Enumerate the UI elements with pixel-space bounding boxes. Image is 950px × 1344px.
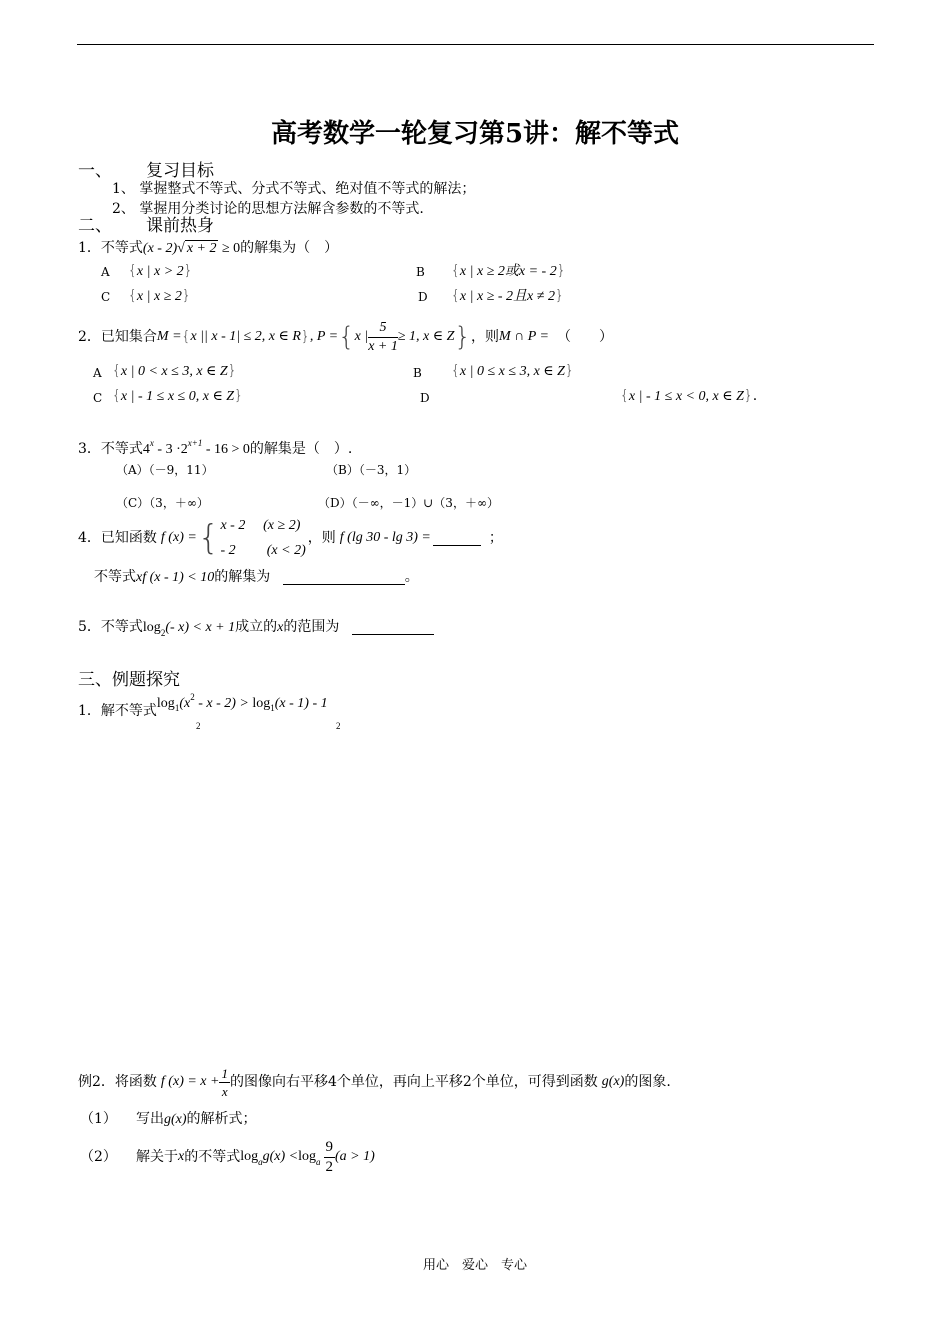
q2-suffix: ，则: [470, 329, 499, 345]
q4-cond-2: (x < 2): [266, 543, 306, 558]
ex2-mid: 的图像向右平移4个单位，再向上平移2个单位，可得到函数: [229, 1074, 598, 1090]
ex2-p1-end: 的解析式；: [186, 1111, 257, 1127]
q1-suffix: 的解集为（ ）: [240, 240, 339, 256]
ex2-part-1-number: （1）: [80, 1111, 117, 1127]
ex2-end: 的图象.: [624, 1074, 671, 1090]
q3-option-b: （B）（－3，1）: [326, 463, 417, 477]
ex1-base2-num: 1: [270, 703, 275, 713]
ex1-base1-den: 2: [196, 721, 201, 731]
q3-mid: - 3 ·2: [153, 442, 188, 457]
ex2-p2-fraction-den: 2: [325, 1158, 333, 1175]
ex2-fraction-den: x: [221, 1083, 228, 1099]
q1-option-b-set: x | x ≥ 2或x = - 2: [459, 264, 557, 279]
q2-paren: （ ）: [556, 329, 613, 345]
ex1-base1-num: 1: [174, 703, 180, 713]
ex1-arg2: (x - 1) - 1: [274, 696, 328, 711]
goal-1: 1、 掌握整式不等式、分式不等式、绝对值不等式的解法；: [112, 181, 476, 197]
q3-option-d: （D）（－∞，－1）∪（3，＋∞）: [318, 496, 499, 510]
question-2-stem: 2．已知集合 M = { x || x - 1| ≤ 2, x ∈ R } , P = { x | $\frac{5}{x + 1}$ ≥ 1, x ∈ Z } ，则 M ∩ P = （ ）: [78, 319, 613, 354]
ex2-p2-log-2: log: [298, 1149, 316, 1164]
q2-p-right: ≥ 1, x ∈ Z: [397, 329, 455, 344]
q4-prefix: 4．已知函数: [78, 530, 157, 546]
q1-option-c-set: x | x ≥ 2: [136, 289, 182, 304]
ex2-prefix: 例2．将函数: [78, 1074, 157, 1090]
ex2-p2-base-1: a: [258, 1156, 263, 1167]
q1-option-a-label: A: [101, 265, 110, 279]
q2-option-d-tail: .: [752, 388, 758, 404]
ex2-p2-g: g(x) <: [262, 1149, 299, 1164]
ex2-p2-base-2: a: [316, 1156, 321, 1167]
q3-exp-x: x: [149, 438, 154, 448]
ex2-p2-tail: (a > 1): [335, 1149, 375, 1164]
q5-suffix: 成立的: [235, 619, 278, 635]
q1-tail: ≥ 0: [218, 241, 241, 256]
section-2-number: 二、: [78, 216, 112, 236]
question-4-line-2: [94, 570, 419, 585]
q4-cases: [220, 513, 305, 563]
q4-case-2: - 2: [220, 543, 236, 558]
example-1: [78, 692, 328, 719]
page-footer: 用心 爱心 专心: [422, 1258, 527, 1273]
q2-option-b-label: B: [413, 366, 422, 380]
ex2-p1-text: 写出: [136, 1111, 164, 1127]
ex2-p2-x: x: [178, 1149, 185, 1164]
q5-base: 2: [160, 628, 166, 638]
q4-case-1: x - 2: [220, 518, 246, 533]
q5-x: x: [277, 620, 284, 635]
ex2-part-1: [136, 1112, 257, 1127]
q1-prefix: 1．不等式: [78, 240, 143, 256]
ex1-log-2: log: [252, 696, 271, 711]
ex1-arg1b: - x - 2) >: [194, 696, 253, 711]
q4-end: ；: [488, 530, 503, 546]
q2-m-cap-p: M ∩ P =: [498, 329, 549, 344]
section-1-heading: 复习目标: [146, 161, 214, 181]
q4-cond-1: (x ≥ 2): [263, 518, 301, 533]
section-1-number: 一、: [78, 161, 112, 181]
q4-line2-suffix: 的解集为: [214, 569, 271, 585]
q4-blank-1[interactable]: [433, 531, 481, 546]
ex2-fx: f (x) = x +: [160, 1074, 220, 1089]
q4-fx: f (x) =: [160, 530, 197, 545]
q5-log: log: [142, 620, 161, 635]
q3-tail: - 16 > 0: [202, 442, 250, 457]
ex2-p2-fraction-num: 9: [324, 1140, 336, 1158]
ex2-p2-mid: 的不等式: [184, 1149, 241, 1165]
q5-prefix: 5．不等式: [78, 619, 143, 635]
goal-2: 2、 掌握用分类讨论的思想方法解含参数的不等式.: [112, 201, 424, 217]
q2-option-a-label: A: [93, 366, 102, 380]
q4-line2-end: 。: [404, 569, 419, 585]
q5-suffix2: 的范围为: [283, 619, 340, 635]
q2-prefix: 2．已知集合: [78, 329, 157, 345]
q3-prefix: 3．不等式: [78, 441, 143, 457]
q1-sqrt-expr: x + 2: [186, 241, 217, 256]
q1-option-c-label: C: [101, 290, 111, 304]
q2-option-c-set: x | - 1 ≤ x ≤ 0, x ∈ Z: [120, 389, 235, 404]
q4-line2-prefix: 不等式: [94, 569, 136, 585]
ex2-part-2-number: （2）: [80, 1149, 117, 1165]
ex2-fraction: [219, 1067, 230, 1098]
q2-option-a: {x | 0 < x ≤ 3, x ∈ Z}: [112, 363, 237, 379]
q2-option-b-set: x | 0 ≤ x ≤ 3, x ∈ Z: [459, 364, 565, 379]
q2-option-c-label: C: [93, 391, 103, 405]
ex2-fraction-num: 1: [221, 1065, 228, 1081]
q3-option-c: （C）（3，＋∞）: [116, 496, 209, 510]
q3-base-4: 4: [142, 442, 150, 457]
q3-suffix: 的解集是（ ）.: [249, 441, 353, 457]
question-5-stem: [78, 619, 434, 638]
q1-option-d: {x | x ≥ - 2且x ≠ 2}: [451, 288, 564, 304]
q2-fraction: [368, 321, 398, 354]
q2-fraction-den: x + 1: [368, 338, 398, 354]
q1-option-a-set: x | x > 2: [136, 264, 184, 279]
ex2-p2-fraction: [324, 1140, 336, 1175]
q4-blank-2[interactable]: [283, 570, 405, 585]
header-rule: [77, 44, 874, 45]
q2-option-a-set: x | 0 < x ≤ 3, x ∈ Z: [120, 364, 228, 379]
q2-p-left: x |: [354, 329, 369, 344]
q1-option-a: {x | x > 2}: [128, 263, 193, 279]
q4-expr: f (lg 30 - lg 3) =: [339, 530, 431, 545]
q1-expr: (x - 2): [142, 241, 178, 256]
question-4-stem: 4．已知函数 f (x) = { x - 2 (x ≥ 2) - 2 (x < 2) ，则 f (lg 30 - lg 3) = ；: [78, 513, 503, 563]
page-title: 高考数学一轮复习第5讲：解不等式: [270, 119, 680, 149]
q2-option-d-set: x | - 1 ≤ x < 0, x ∈ Z: [628, 389, 744, 404]
q1-option-b: {x | x ≥ 2或x = - 2}: [451, 263, 566, 279]
q2-m: M =: [156, 329, 182, 344]
ex1-base2-den: 2: [336, 721, 341, 731]
ex1-square: 2: [190, 692, 195, 702]
ex2-p2-log-1: log: [240, 1149, 259, 1164]
ex2-gx: g(x): [601, 1074, 625, 1089]
q2-fraction-num: 5: [368, 321, 398, 338]
q1-option-b-label: B: [416, 265, 425, 279]
q2-m-set: x || x - 1| ≤ 2, x ∈ R: [190, 329, 301, 344]
example-2-stem: [78, 1060, 671, 1104]
q5-blank[interactable]: [352, 620, 434, 635]
q1-option-c: {x | x ≥ 2}: [128, 288, 191, 304]
question-3-stem: [78, 438, 353, 457]
q2-option-c: {x | - 1 ≤ x ≤ 0, x ∈ Z}: [112, 388, 244, 404]
ex1-log-1: log: [156, 696, 175, 711]
ex2-p2-text: 解关于: [136, 1149, 178, 1165]
ex1-arg1: (x: [179, 696, 191, 711]
question-1-stem: 1．不等式(x - 2)√ x + 2 ≥ 0的解集为（ ）: [78, 240, 339, 256]
ex2-part-2: [136, 1135, 375, 1179]
ex1-prefix: 1．解不等式: [78, 703, 157, 719]
q2-option-d: {x | - 1 ≤ x < 0, x ∈ Z}.: [620, 388, 758, 404]
q5-expr: (- x) < x + 1: [165, 620, 236, 635]
q1-option-d-label: D: [418, 290, 428, 304]
section-2-heading: 课前热身: [146, 216, 214, 236]
q2-p: , P =: [309, 329, 339, 344]
ex2-p1-g: g(x): [164, 1112, 187, 1127]
q4-then: ，则: [307, 530, 336, 546]
q2-option-d-label: D: [420, 391, 430, 405]
q3-option-a: （A）（－9，11）: [116, 463, 214, 477]
section-3-heading: 三、例题探究: [78, 670, 180, 690]
q2-option-b: {x | 0 ≤ x ≤ 3, x ∈ Z}: [451, 363, 574, 379]
q4-line2-expr: xf (x - 1) < 10: [136, 570, 215, 585]
q1-option-d-set: x | x ≥ - 2且x ≠ 2: [459, 289, 555, 304]
q3-exp-x1: x+1: [187, 438, 203, 448]
